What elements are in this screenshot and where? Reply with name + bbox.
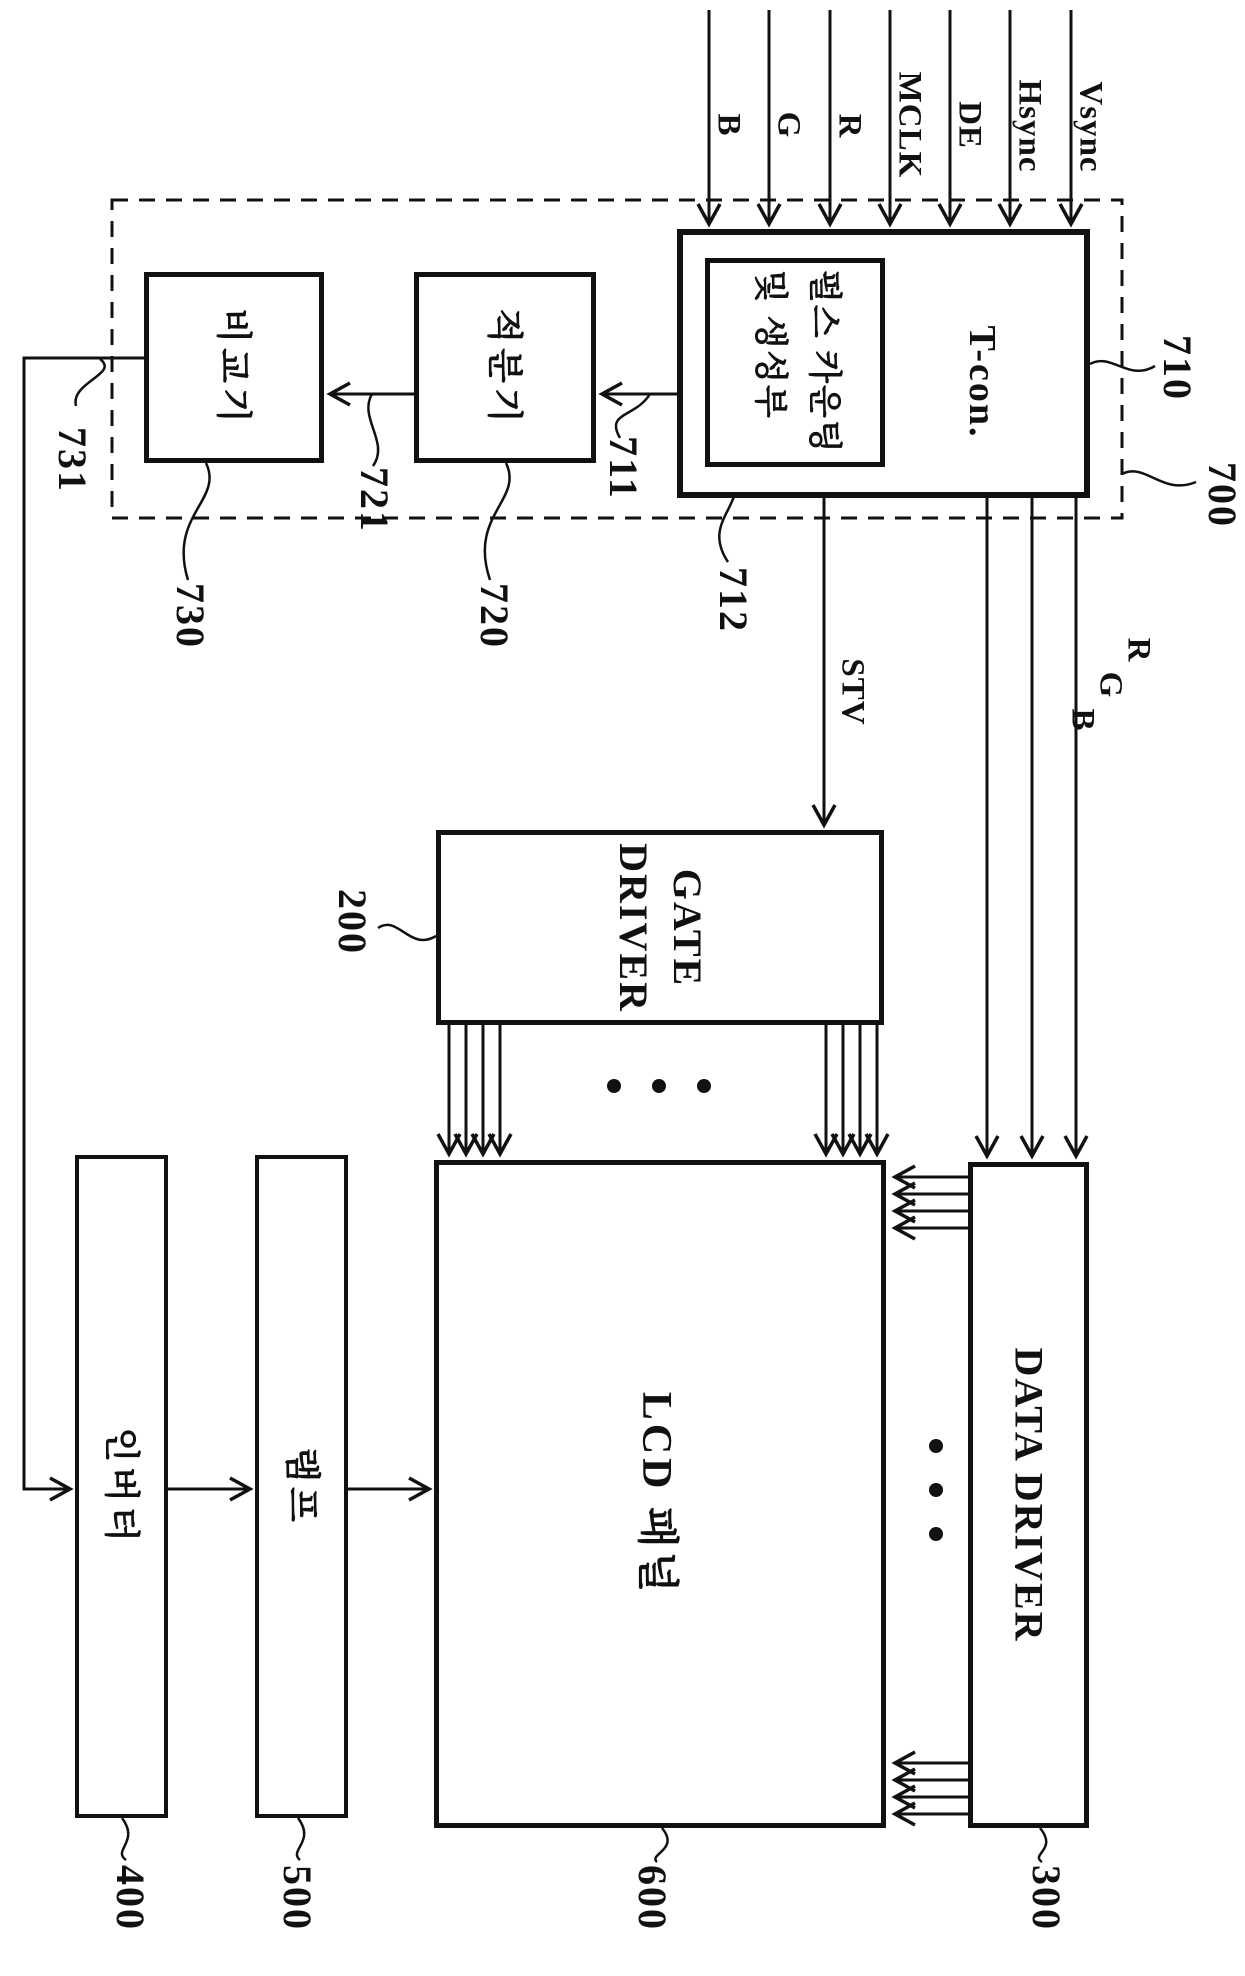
pulse-counting-unit-block (705, 258, 885, 467)
signal-label-g: G (770, 111, 807, 139)
signal-label-rgb-r: R (1120, 637, 1157, 663)
ref-730: 730 (168, 583, 213, 649)
lamp-label: 램프 (281, 1446, 322, 1527)
signal-label-rgb-b: B (1064, 708, 1101, 732)
data-output-arrows (895, 1177, 968, 1814)
integrator-label: 적분기 (484, 307, 525, 428)
signal-label-de: DE (951, 101, 988, 149)
integrator-block (414, 272, 596, 463)
ref-720: 720 (472, 583, 517, 649)
signal-label-rgb-g: G (1092, 671, 1129, 699)
comparator-block (144, 272, 324, 463)
tcon-label: T-con. (961, 325, 1003, 439)
signal-label-r: R (831, 113, 868, 139)
signal-label-hsync: Hsync (1011, 79, 1048, 173)
inverter-block (75, 1155, 168, 1818)
ref-200: 200 (330, 889, 375, 955)
signal-label-stv: STV (834, 658, 871, 726)
signal-label-mclk: MCLK (891, 71, 928, 179)
ref-710: 710 (1155, 335, 1200, 401)
gate-driver-label: GATE DRIVER (610, 842, 710, 1013)
ref-700: 700 (1200, 462, 1245, 528)
ref-711: 711 (601, 436, 646, 500)
data-driver-block (968, 1162, 1089, 1828)
lamp-block (255, 1155, 348, 1818)
data-driver-label: DATA DRIVER (1006, 1347, 1052, 1643)
signal-label-vsync: Vsync (1072, 81, 1109, 173)
inverter-label: 인버터 (101, 1426, 142, 1547)
signal-label-b: B (710, 113, 747, 137)
pulse-counting-unit-label: 펄스 카운팅 및 생성부 (750, 270, 842, 455)
ref-400: 400 (108, 1865, 153, 1931)
ref-721: 721 (352, 467, 397, 533)
lcd-panel-label: LCD 패널 (632, 1391, 679, 1597)
ref-731: 731 (50, 427, 95, 493)
lcd-panel-block (434, 1160, 886, 1828)
ref-600: 600 (630, 1865, 675, 1931)
ref-300: 300 (1024, 1865, 1069, 1931)
comparator-label: 비교기 (213, 307, 254, 428)
rgb-arrows (987, 498, 1076, 1156)
ref-712: 712 (711, 567, 756, 633)
ref-500: 500 (275, 1865, 320, 1931)
gate-driver-block (436, 830, 884, 1025)
